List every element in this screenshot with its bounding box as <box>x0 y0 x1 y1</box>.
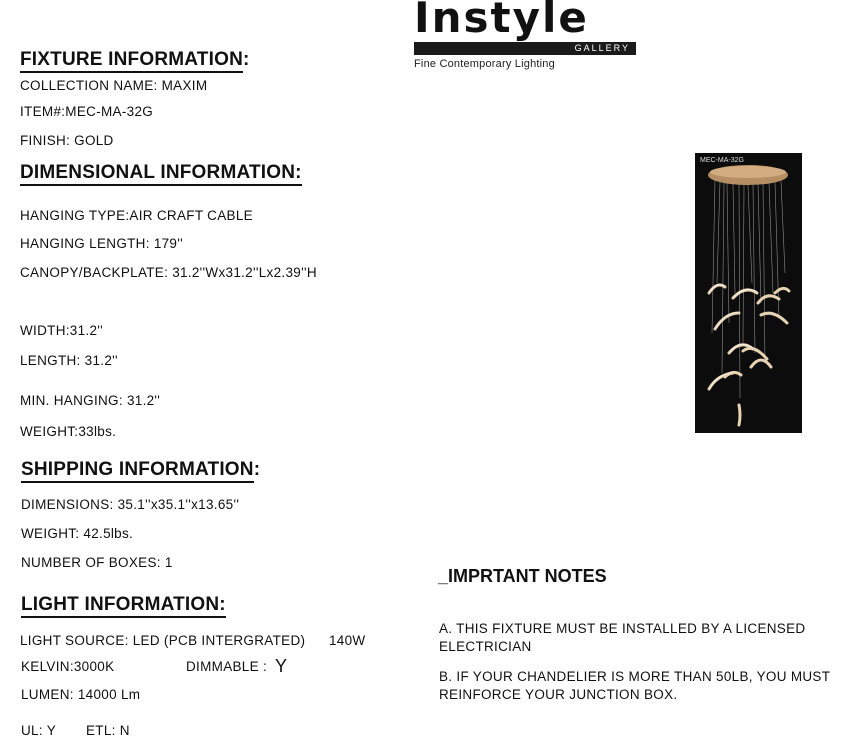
kelvin: KELVIN:3000K <box>21 659 115 674</box>
number-of-boxes: NUMBER OF BOXES: 1 <box>21 555 173 570</box>
light-heading-text: LIGHT INFORMATION: <box>21 594 226 618</box>
brand-logo <box>414 0 636 56</box>
item-number: ITEM#:MEC-MA-32G <box>20 104 154 119</box>
lumen: LUMEN: 14000 Lm <box>21 687 141 702</box>
notes-heading: _IMPRTANT NOTES <box>438 566 607 586</box>
fixture-heading-text: FIXTURE INFORMATION <box>20 49 243 73</box>
logo-tagline: Fine Contemporary Lighting <box>414 58 555 70</box>
chandelier-illustration <box>695 153 802 433</box>
photo-label: MEC-MA-32G <box>700 157 744 164</box>
etl-rating: ETL: N <box>86 723 130 738</box>
dimmable-value: Y <box>275 656 288 676</box>
shipping-heading-colon: : <box>253 459 261 480</box>
shipping-dimensions: DIMENSIONS: 35.1''x35.1''x13.65'' <box>21 497 240 512</box>
wattage: 140W <box>329 633 366 648</box>
logo-gallery-text: GALLERY <box>574 43 630 53</box>
note-a: A. THIS FIXTURE MUST BE INSTALLED BY A LICENSED ELECTRICIAN <box>439 621 806 654</box>
fixture-heading-colon: : <box>243 49 250 70</box>
light-source: LIGHT SOURCE: LED (PCB INTERGRATED) <box>20 633 306 648</box>
logo-wordmark: Instyle <box>414 0 589 42</box>
fixture-heading <box>20 49 250 71</box>
hanging-length: HANGING LENGTH: 179'' <box>20 236 183 251</box>
dimensional-heading <box>20 162 302 184</box>
shipping-heading <box>21 459 260 481</box>
dimensional-heading-text: DIMENSIONAL INFORMATION: <box>20 162 302 186</box>
finish: FINISH: GOLD <box>20 133 114 148</box>
product-photo <box>695 153 802 433</box>
shipping-heading-text: SHIPPING INFORMATION <box>21 459 254 483</box>
hanging-type: HANGING TYPE:AIR CRAFT CABLE <box>20 208 253 223</box>
logo-bar <box>414 42 636 55</box>
ul-rating: UL: Y <box>21 723 57 738</box>
weight: WEIGHT:33lbs. <box>20 424 117 439</box>
width: WIDTH:31.2'' <box>20 323 104 338</box>
note-b: B. IF YOUR CHANDELIER IS MORE THAN 50LB, YOU MUST REINFORCE YOUR JUNCTION BOX. <box>439 669 831 702</box>
dimmable-label: DIMMABLE : <box>186 659 268 674</box>
canopy-backplate: CANOPY/BACKPLATE: 31.2''Wx31.2''Lx2.39''H <box>20 265 317 280</box>
min-hanging: MIN. HANGING: 31.2'' <box>20 393 161 408</box>
collection-name: COLLECTION NAME: MAXIM <box>20 78 208 93</box>
shipping-weight: WEIGHT: 42.5lbs. <box>21 526 134 541</box>
length: LENGTH: 31.2'' <box>20 353 118 368</box>
light-heading <box>21 594 226 616</box>
